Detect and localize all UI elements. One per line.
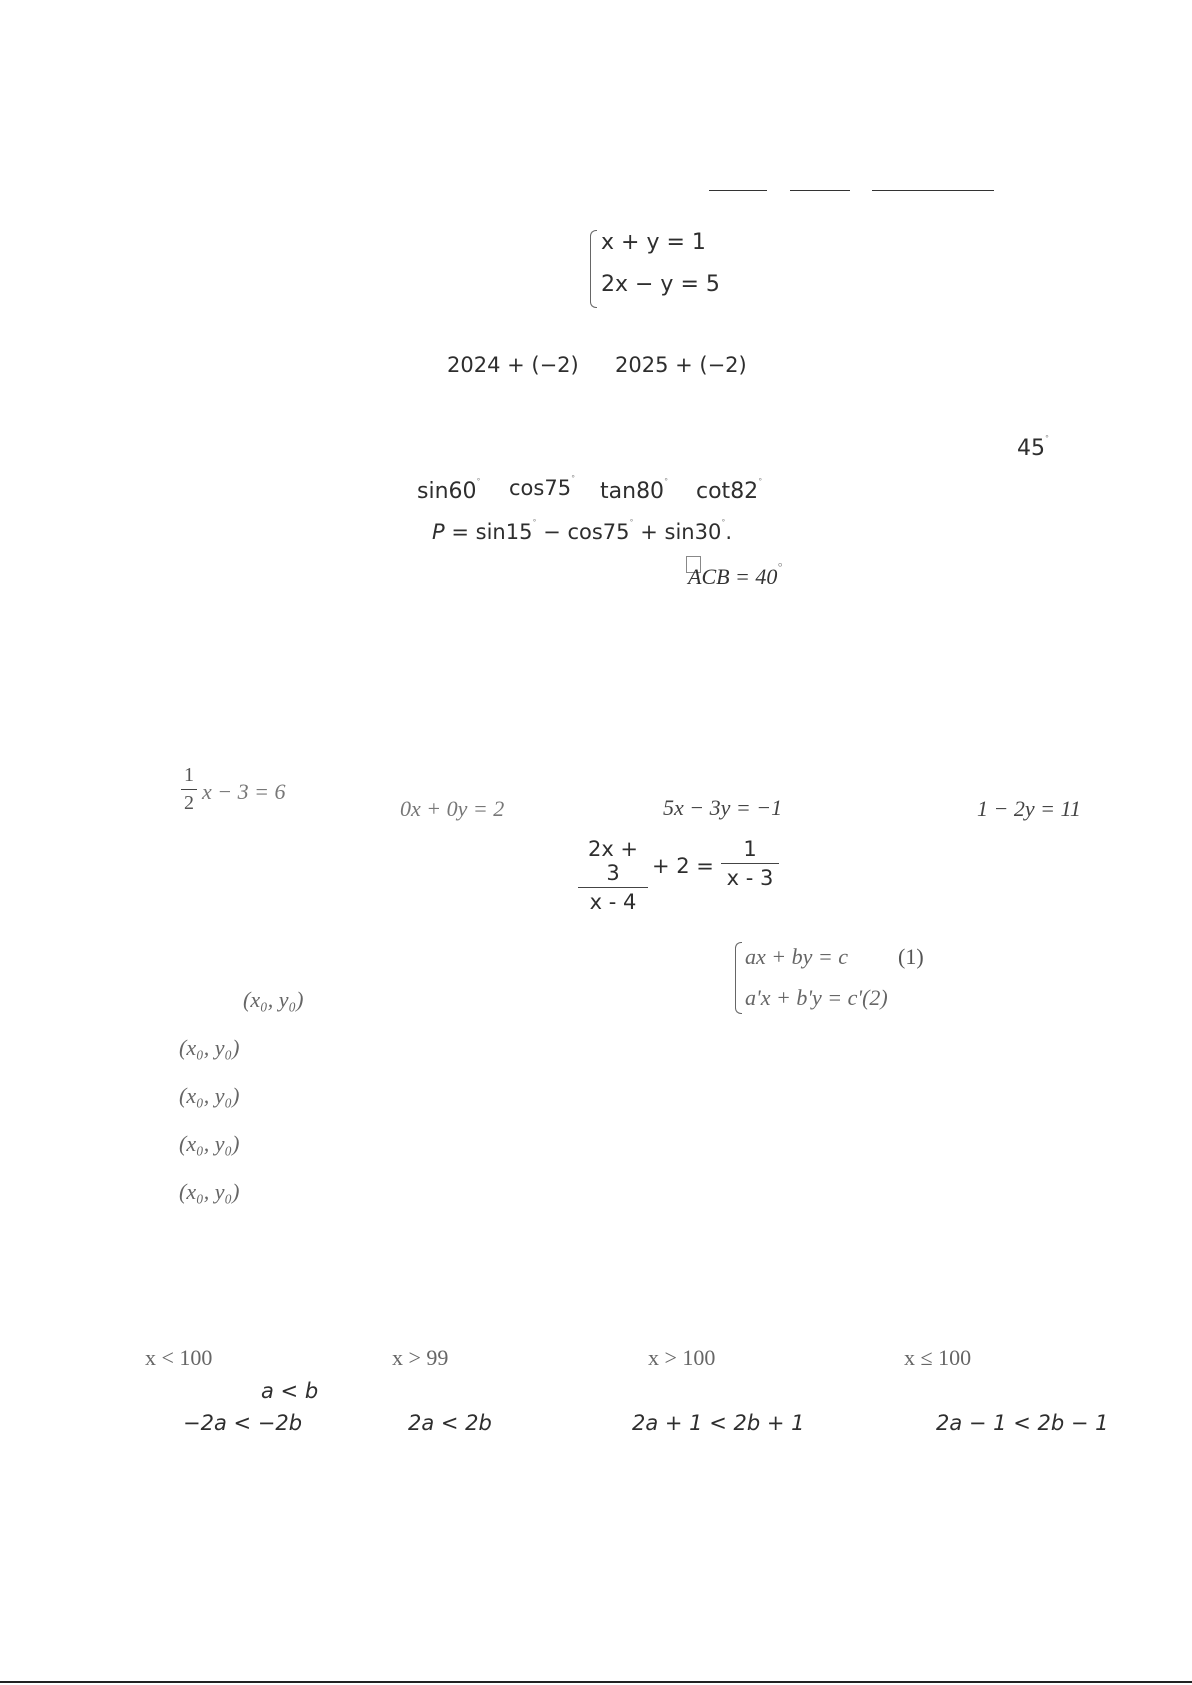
a-lt-b: a < b: [261, 1379, 319, 1403]
system2-brace: [735, 942, 742, 1014]
ab-option-c: 2a + 1 < 2b + 1: [632, 1411, 805, 1435]
option-a-fraction: 1 2: [181, 764, 197, 815]
pair-0: (x₀, y₀): [243, 987, 304, 1012]
pair-3: (x₀, y₀): [179, 1131, 240, 1156]
trig-cos75: cos75°: [509, 474, 576, 500]
ineq-option-b: x > 99: [392, 1345, 449, 1370]
fraction-eq-mid: + 2 =: [652, 854, 714, 878]
p-expression: P = sin15° − cos75° + sin30°.: [432, 518, 732, 544]
answer-blank-1[interactable]: [709, 190, 767, 191]
fraction-eq-right: 1 x - 3: [721, 837, 779, 890]
option-d-equation: 1 − 2y = 11: [977, 796, 1081, 821]
ineq-option-c: x > 100: [648, 1345, 716, 1370]
compare-right: 2025 + (−2): [615, 353, 747, 377]
system2-line1: ax + by = c: [745, 944, 848, 969]
angle-acb: ACB = 40°: [688, 560, 783, 589]
pair-2: (x₀, y₀): [179, 1083, 240, 1108]
system2-tag1: (1): [898, 944, 924, 969]
system1-line2: 2x − y = 5: [601, 272, 720, 297]
compare-left: 2024 + (−2): [447, 353, 579, 377]
pair-4: (x₀, y₀): [179, 1179, 240, 1204]
fraction-eq-left: 2x + 3 x - 4: [578, 837, 648, 914]
system1-line1: x + y = 1: [601, 230, 706, 255]
trig-cot82: cot82°: [696, 477, 763, 504]
option-b-equation: 0x + 0y = 2: [400, 796, 505, 821]
ab-option-d: 2a − 1 < 2b − 1: [936, 1411, 1109, 1435]
angle-45: 45°: [1017, 434, 1049, 461]
system2-line2: a'x + b'y = c'(2): [745, 985, 888, 1010]
page-bottom-rule: [0, 1681, 1192, 1683]
ab-option-b: 2a < 2b: [408, 1411, 492, 1435]
ineq-option-a: x < 100: [145, 1345, 213, 1370]
option-c-equation: 5x − 3y = −1: [663, 795, 783, 820]
trig-tan80: tan80°: [600, 477, 669, 504]
ineq-option-d: x ≤ 100: [904, 1345, 972, 1370]
pair-1: (x₀, y₀): [179, 1035, 240, 1060]
ab-option-a: −2a < −2b: [183, 1411, 303, 1435]
answer-blank-2[interactable]: [790, 190, 850, 191]
option-a-equation: x − 3 = 6: [202, 779, 286, 804]
trig-sin60: sin60°: [417, 477, 481, 504]
answer-blank-3[interactable]: [872, 190, 994, 191]
system1-brace: [590, 230, 597, 308]
